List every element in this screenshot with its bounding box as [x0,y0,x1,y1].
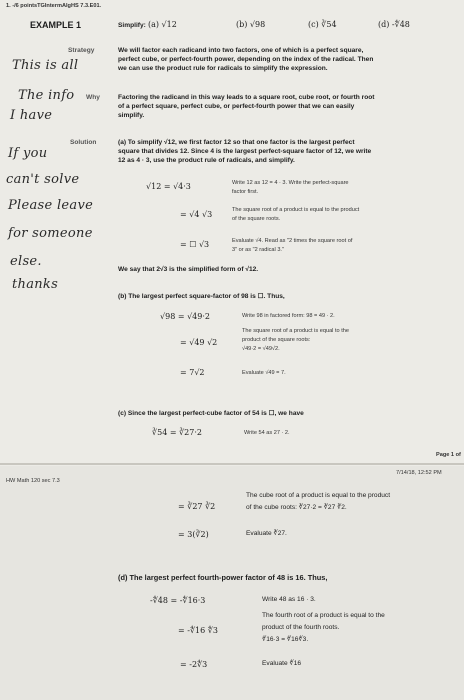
handwriting-line-9: thanks [12,277,59,292]
handwriting-line-1: This is all [12,58,79,73]
b-step-2-note-2: product of the square roots: [242,337,311,343]
a-step-1-expr: √12 = √4·3 [146,182,191,191]
d-step-2-note-3: ∜16·3 = ∜16∜3. [262,636,309,643]
part-b-intro: (b) The largest perfect square-factor of 98 is ☐. Thus, [118,293,285,300]
part-a-line-1: (a) To simplify √12, we first factor 12 so that one factor is the largest perfect [118,139,355,146]
page-two-area [0,466,464,700]
b-step-1-expr: √98 = √49·2 [160,312,210,321]
handwriting-line-4: If you [8,146,48,161]
b-step-3-note-1: Evaluate √49 = 7. [242,370,286,376]
b-step-2-note-1: The square root of a product is equal to the [242,328,349,334]
handwriting-line-5: can't solve [6,172,80,187]
a-step-1-note-2: factor first. [232,189,259,195]
c-step-1-note: Write 54 as 27 · 2. [244,430,290,436]
print-course-label: HW Math 120 sec 7.3 [6,478,60,484]
part-c-intro: (c) Since the largest perfect-cube factor of 54 is ☐, we have [118,410,304,417]
handwriting-line-8: else. [10,254,42,269]
handwriting-line-6: Please leave [8,198,94,213]
a-step-2-note-2: of the square roots. [232,216,281,222]
c-step-3-expr: = 3(∛2) [178,530,209,539]
a-step-2-expr: = √4 √3 [180,210,213,219]
part-a: (a) √12 [148,20,177,29]
strategy-line-2: perfect cube, or perfect-fourth power, depending on the index of the radical. Then [118,56,374,63]
part-a-line-2: square that divides 12. Since 4 is the largest perfect-square factor of 12, we write [118,148,372,155]
page-break-fold [0,463,464,465]
handwriting-line-3: I have [10,108,53,123]
strategy-line-3: we can use the product rule for radicals to simplify the expression. [118,65,328,72]
a-step-2-note-1: The square root of a product is equal to the product [232,207,360,213]
part-a-conclusion: We say that 2√3 is the simplified form of √12. [118,266,259,273]
question-meta: 1. -/6 pointsTGIntermAlgHS 7.3.E01. [6,3,102,9]
c-step-1-expr: ∛54 = ∛27·2 [152,428,202,437]
part-a-line-3: 12 as 4 · 3, use the product rule of radicals, and simplify. [118,157,295,164]
why-label: Why [86,94,100,101]
example-title: EXAMPLE 1 [30,20,82,30]
simplify-label: Simplify: [118,22,146,29]
b-step-1-note-1: Write 98 in factored form: 98 = 49 · 2. [242,313,335,319]
a-step-3-note-1: Evaluate √4. Read as "2 times the square root of [232,238,353,244]
d-step-3-note: Evaluate ∜16 [262,660,302,667]
part-d: (d) -∜48 [378,20,410,29]
c-step-2-expr: = ∛27 ∛2 [178,502,216,511]
why-line-3: simplify. [118,112,145,119]
a-step-1-note-1: Write 12 as 12 = 4 · 3. Write the perfect-square [232,180,349,186]
handwriting-line-2: The info [18,88,75,103]
a-step-3-expr: = ☐ √3 [180,240,210,249]
why-line-1: Factoring the radicand in this way leads to a square root, cube root, or fourth root [118,94,375,101]
d-step-1-note: Write 48 as 16 · 3. [262,596,316,603]
part-c: (c) ∛54 [308,20,337,29]
print-timestamp: 7/14/18, 12:52 PM [396,470,442,476]
a-step-3-note-2: 3" or as "2 radical 3." [232,247,284,253]
handwriting-line-7: for someone [8,226,93,241]
part-d-intro: (d) The largest perfect fourth-power factor of 48 is 16. Thus, [118,573,328,582]
b-step-2-expr: = √49 √2 [180,338,218,347]
page-indicator: Page 1 of [436,452,461,458]
d-step-2-note-1: The fourth root of a product is equal to the [262,612,385,619]
d-step-1-expr: -∜48 = -∜16·3 [150,596,206,605]
c-step-2-note-1: The cube root of a product is equal to the product [246,492,391,499]
c-step-2-note-2: of the cube roots: ∛27·2 = ∛27 ∛2. [246,504,347,511]
b-step-2-note-3: √49·2 = √49√2. [242,346,280,352]
part-b: (b) √98 [236,20,266,29]
d-step-2-expr: = -∜16 ∜3 [178,626,218,635]
why-line-2: of a perfect square, perfect cube, or perfect-fourth power that we can easily [118,103,355,110]
c-step-3-note: Evaluate ∛27. [246,530,287,537]
b-step-3-expr: = 7√2 [180,368,205,377]
d-step-2-note-2: product of the fourth roots. [262,624,340,631]
strategy-label: Strategy [68,47,95,54]
d-step-3-expr: = -2∜3 [180,660,208,669]
strategy-line-1: We will factor each radicand into two factors, one of which is a perfect square, [118,47,364,54]
solution-label: Solution [70,139,97,146]
